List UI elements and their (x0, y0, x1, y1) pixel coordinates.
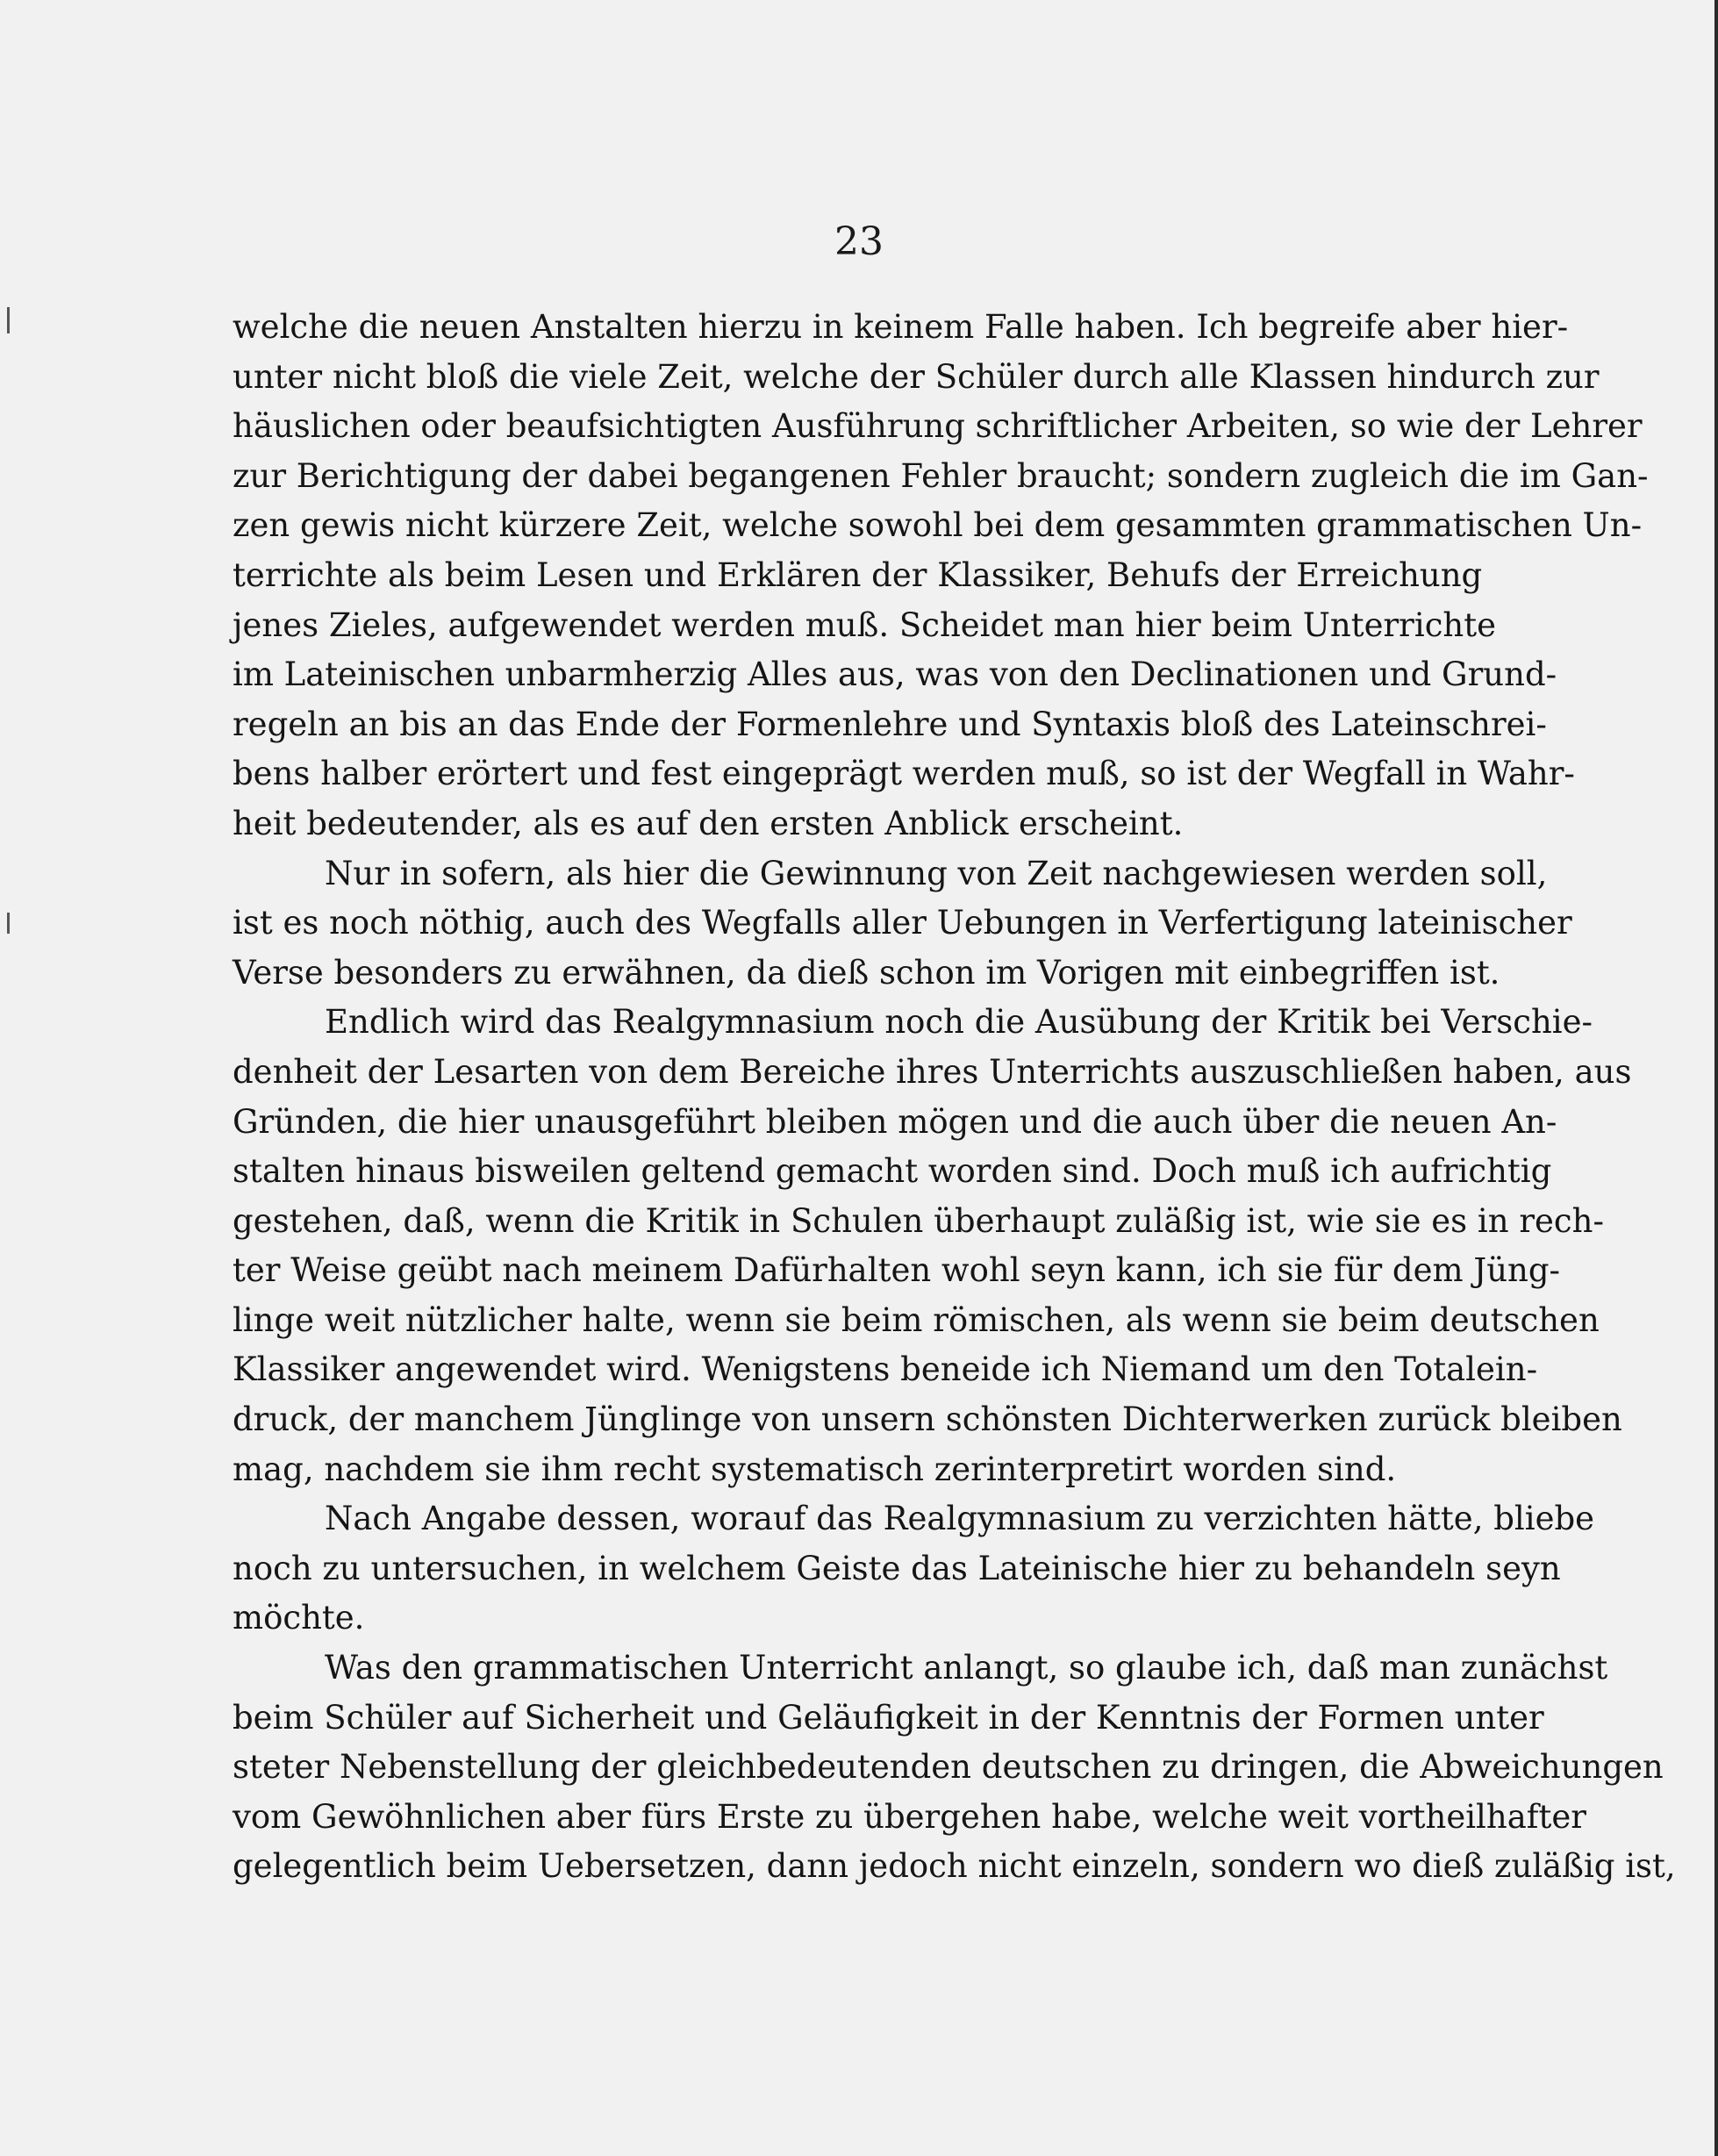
text-line: denheit der Lesarten von dem Bereiche ihres Unterrichts auszuschließen haben, aus (233, 1052, 1632, 1091)
text-line: regeln an bis an das Ende der Formenlehre und Syntaxis bloß des Lateinschrei- (233, 705, 1547, 743)
text-line: heit bedeutender, als es auf den ersten Anblick erscheint. (233, 804, 1184, 842)
text-line: zen gewis nicht kürzere Zeit, welche sowohl bei dem gesammten grammatischen Un- (233, 506, 1643, 545)
text-line: gelegentlich beim Uebersetzen, dann jedoch nicht einzeln, sondern wo dieß zuläßig ist, (233, 1847, 1676, 1886)
text-line: zur Berichtigung der dabei begangenen Fehler braucht; sondern zugleich die im Gan- (233, 456, 1649, 495)
paragraph (233, 1494, 1595, 1644)
text-line: druck, der manchem Jünglinge von unsern schönsten Dichterwerken zurück bleiben (233, 1400, 1622, 1439)
text-line: Gründen, die hier unausgeführt bleiben mögen und die auch über die neuen An- (233, 1102, 1557, 1141)
text-line: möchte. (233, 1599, 365, 1637)
text-line: Klassiker angewendet wird. Wenigstens beneide ich Niemand um den Totalein- (233, 1350, 1538, 1389)
text-line: bens halber erörtert und fest eingeprägt werden muß, so ist der Wegfall in Wahr- (233, 755, 1575, 793)
page-number: 23 (834, 219, 884, 264)
text-line: stalten hinaus bisweilen geltend gemacht worden sind. Doch muß ich aufrichtig (233, 1152, 1552, 1191)
text-line: vom Gewöhnlichen aber fürs Erste zu übergehen habe, welche weit vortheilhafter (233, 1797, 1586, 1836)
text-line: noch zu untersuchen, in welchem Geiste das Lateinische hier zu behandeln seyn (233, 1549, 1561, 1587)
scan-edge-mark (7, 913, 10, 934)
text-line: Was den grammatischen Unterricht anlangt, so glaube ich, daß man zunächst (325, 1649, 1608, 1687)
text-line: ter Weise geübt nach meinem Dafürhalten wohl seyn kann, ich sie für dem Jüng- (233, 1251, 1561, 1290)
text-line: Verse besonders zu erwähnen, da dieß schon im Vorigen mit einbegriffen ist. (233, 953, 1500, 992)
body-text (233, 303, 1676, 1892)
text-line: mag, nachdem sie ihm recht systematisch zerinterpretirt worden sind. (233, 1450, 1397, 1488)
text-line: terrichte als beim Lesen und Erklären der Klassiker, Behufs der Erreichung (233, 555, 1483, 594)
text-line: steter Nebenstellung der gleichbedeutenden deutschen zu dringen, die Abweichungen (233, 1748, 1664, 1787)
text-line: jenes Zieles, aufgewendet werden muß. Scheidet man hier beim Unterrichte (233, 605, 1497, 644)
text-line: im Lateinischen unbarmherzig Alles aus, was von den Declinationen und Grund- (233, 655, 1557, 694)
text-line: Nur in sofern, als hier die Gewinnung von Zeit nachgewiesen werden soll, (325, 854, 1548, 892)
text-line: häuslichen oder beaufsichtigten Ausführung schriftlicher Arbeiten, so wie der Lehrer (233, 407, 1643, 446)
text-line: beim Schüler auf Sicherheit und Geläufigkeit in der Kenntnis der Formen unter (233, 1698, 1544, 1737)
text-line: welche die neuen Anstalten hierzu in keinem Falle haben. Ich begreife aber hier- (233, 308, 1569, 346)
text-line: unter nicht bloß die viele Zeit, welche der Schüler durch alle Klassen hindurch zur (233, 357, 1600, 396)
paragraph (233, 303, 1649, 849)
text-line: gestehen, daß, wenn die Kritik in Schulen überhaupt zuläßig ist, wie sie es in rech- (233, 1201, 1604, 1240)
paragraph (233, 849, 1572, 999)
text-line: ist es noch nöthig, auch des Wegfalls aller Uebungen in Verfertigung lateinischer (233, 904, 1572, 942)
text-line: Nach Angabe dessen, worauf das Realgymnasium zu verzichten hätte, bliebe (325, 1500, 1595, 1538)
paragraph (233, 998, 1632, 1494)
paragraph (233, 1644, 1676, 1892)
text-line: Endlich wird das Realgymnasium noch die Ausübung der Kritik bei Verschie- (325, 1003, 1593, 1042)
text-line: linge weit nützlicher halte, wenn sie beim römischen, als wenn sie beim deutschen (233, 1300, 1600, 1339)
scan-edge-mark (7, 307, 10, 333)
